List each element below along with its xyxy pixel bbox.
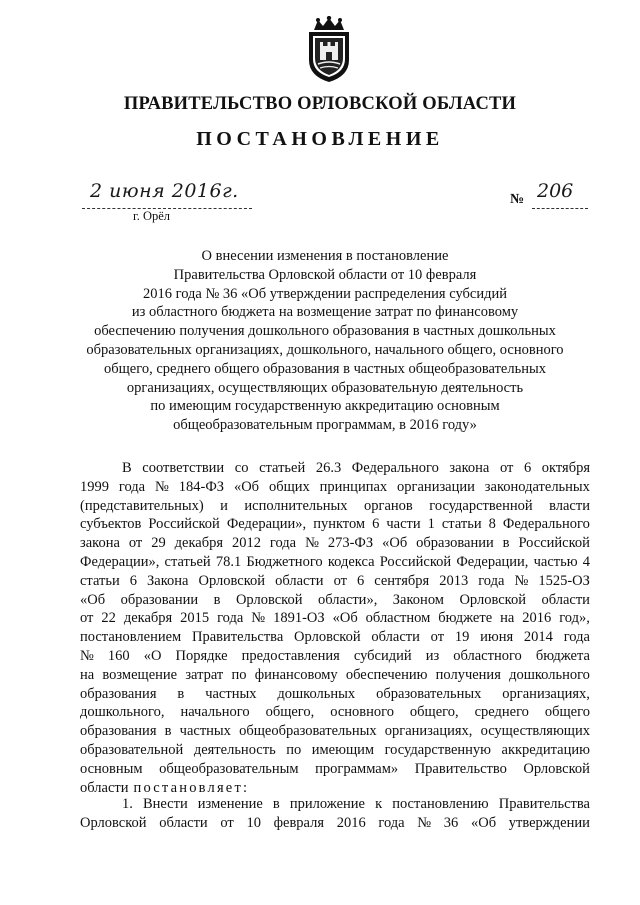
word: в — [213, 591, 221, 608]
word: бюджете — [438, 610, 493, 627]
word: принципах — [319, 478, 388, 495]
word: Орловской — [459, 591, 526, 608]
word: дошкольного, — [80, 704, 165, 721]
word: 6 — [372, 516, 380, 533]
word: финансовому — [254, 666, 338, 683]
word: год», — [559, 610, 590, 627]
word: дошкольных — [277, 685, 356, 702]
word: 22 — [101, 610, 116, 627]
handwritten-date: 2 июня 2016г. — [90, 180, 239, 202]
word: № — [305, 535, 319, 552]
word: начального — [180, 704, 250, 721]
word: 1891-ОЗ — [273, 610, 325, 627]
word: Правительства — [192, 629, 284, 646]
word: на — [500, 610, 515, 627]
word: и — [220, 497, 228, 514]
word: года — [217, 610, 244, 627]
word: от — [499, 460, 514, 476]
preamble-paragraph — [80, 459, 590, 797]
word: организациях, — [502, 685, 590, 702]
word: в — [502, 535, 510, 552]
word: 78.1 — [215, 553, 242, 570]
word: образования — [80, 723, 157, 740]
word: общего — [544, 704, 590, 721]
word: «Об — [233, 478, 260, 495]
word: общих — [268, 478, 310, 495]
word: Орловской — [80, 814, 147, 831]
word: к — [375, 796, 383, 812]
title-line: организациях, осуществляющих образовательную деятельность — [126, 379, 524, 396]
word: среднего — [474, 704, 529, 721]
word: приложение — [289, 796, 365, 812]
title-line: образовательных организациях, дошкольного, начального общего, основного — [86, 341, 564, 358]
body-line — [80, 647, 590, 666]
word: областного — [453, 647, 522, 664]
body-line — [80, 703, 590, 722]
word: Закона — [147, 572, 189, 589]
word: Орловской — [523, 760, 590, 777]
body-line — [80, 760, 590, 779]
word: пунктом — [313, 516, 366, 533]
word: субсидий — [353, 647, 412, 664]
word: Федерального — [351, 460, 439, 476]
word: Законом — [392, 591, 444, 608]
word: Орловской — [235, 591, 303, 608]
word: частных — [179, 723, 231, 740]
word: сентября — [374, 572, 430, 589]
word: 1999 — [80, 478, 109, 495]
word: частных — [205, 685, 257, 702]
word: Российской — [379, 553, 452, 570]
word: 1525-ОЗ — [538, 572, 590, 589]
body-line — [80, 591, 590, 610]
word: субъектов — [80, 516, 142, 533]
place-of-issue: г. Орёл — [133, 209, 171, 223]
word: бюджета — [535, 647, 590, 664]
handwritten-number: 206 — [537, 180, 574, 202]
word: 6 — [523, 460, 532, 476]
word: Орловской — [294, 629, 361, 646]
word: 160 — [107, 647, 130, 664]
word: областном — [365, 610, 431, 627]
organization-name: ПРАВИТЕЛЬСТВО ОРЛОВСКОЙ ОБЛАСТИ — [123, 94, 517, 114]
word: «О — [143, 647, 162, 664]
word: декабря — [123, 610, 173, 627]
word: имеющим — [311, 741, 375, 758]
body-line — [80, 534, 590, 553]
word: № — [514, 572, 529, 589]
word: 2013 — [439, 572, 469, 589]
word: области — [159, 814, 208, 831]
word: постановлению — [392, 796, 489, 812]
word: закона — [449, 460, 490, 476]
word: по — [231, 666, 247, 683]
word: февраля — [273, 814, 325, 831]
document-title — [70, 247, 580, 435]
word: области», — [317, 591, 378, 608]
word: получения — [435, 666, 501, 683]
word: основного — [330, 704, 394, 721]
word: № — [251, 610, 266, 627]
word: 2016 — [522, 610, 552, 627]
word: года — [118, 478, 146, 495]
word: общеобразовательным — [159, 760, 299, 777]
title-line: О внесении изменения в постановление — [201, 248, 449, 264]
word: № — [417, 814, 432, 831]
word: № — [155, 478, 169, 495]
word: затрат — [185, 666, 224, 683]
word: 4 — [582, 553, 590, 570]
word: постановлением — [80, 629, 182, 646]
body-line — [80, 459, 590, 478]
word: законодательных — [484, 478, 590, 495]
word: на — [80, 666, 95, 683]
word: Правительство — [414, 760, 507, 777]
word: декабря — [174, 535, 224, 552]
title-line: общего, среднего общего образования в частных общеобразовательных — [104, 360, 546, 377]
word: образовательных — [376, 685, 482, 702]
word: статьи — [441, 516, 482, 533]
word: программам» — [315, 760, 399, 777]
word: 1 — [427, 516, 435, 533]
word: статьей — [259, 460, 306, 476]
word: Федерации», — [80, 553, 160, 570]
word: основным — [80, 760, 143, 777]
word: утверждении — [508, 814, 590, 831]
item-1-paragraph — [80, 795, 590, 833]
word: 2014 — [523, 629, 553, 646]
document-type: ПОСТАНОВЛЕНИЕ — [196, 128, 444, 150]
word: «Об — [470, 814, 497, 831]
word: 2015 — [180, 610, 210, 627]
title-line: общеобразовательным программам, в 2016 году» — [173, 417, 477, 434]
word: Внести — [142, 796, 188, 812]
word: (представительных) — [80, 497, 204, 514]
body-line — [80, 628, 590, 647]
word: области — [541, 591, 590, 608]
body-line — [80, 666, 590, 685]
word: Бюджетного — [246, 553, 323, 570]
word: общего, — [409, 704, 459, 721]
word: Орловской — [198, 572, 266, 589]
word: 2016 — [336, 814, 366, 831]
word: от — [430, 629, 445, 646]
word: государственной — [429, 497, 533, 514]
body-line — [80, 685, 590, 704]
word: от — [333, 572, 347, 589]
word: «Об — [80, 591, 106, 608]
word: 2012 — [231, 535, 261, 552]
word: года — [478, 572, 505, 589]
word: «Об — [332, 610, 358, 627]
word: из — [425, 647, 440, 664]
body-line — [80, 497, 590, 516]
word: Федерального — [502, 516, 590, 533]
word: осуществляющих — [480, 723, 590, 740]
number-label: № — [510, 192, 525, 207]
word: области — [371, 629, 420, 646]
word: в — [177, 685, 185, 702]
word: изменение — [197, 796, 263, 812]
word: от — [220, 814, 234, 831]
word: предоставления — [241, 647, 340, 664]
word: 36 — [443, 814, 459, 831]
word: 273-ФЗ — [327, 535, 374, 552]
word: власти — [549, 497, 590, 514]
word: образовании — [416, 535, 494, 552]
word: Российской — [148, 516, 220, 533]
word: года — [378, 814, 405, 831]
title-line: обеспечению получения дошкольного образования в частных дошкольных — [94, 323, 556, 340]
body-line — [80, 572, 590, 591]
word: деятельность — [193, 741, 276, 758]
word: по — [286, 741, 302, 758]
word: «Об — [382, 535, 408, 552]
body-line — [80, 741, 590, 760]
word: июня — [480, 629, 514, 646]
word: 29 — [151, 535, 166, 552]
word: года — [269, 535, 297, 552]
word: 19 — [454, 629, 470, 646]
word: государственную — [384, 741, 491, 758]
title-line: по имеющим государственную аккредитацию основным — [150, 398, 500, 415]
word: со — [234, 460, 249, 476]
item-line — [80, 795, 590, 814]
word: Федерации», — [226, 516, 307, 533]
word: от — [128, 535, 143, 552]
word: Федерации, — [456, 553, 529, 570]
body-line — [80, 553, 590, 572]
word: Российской — [518, 535, 590, 552]
body-line — [80, 515, 590, 534]
title-line: из областного бюджета на возмещение затрат по финансовому — [131, 304, 519, 321]
word: исполнительных — [244, 497, 348, 514]
body-last-prefix: области — [80, 779, 129, 796]
word: 184-ФЗ — [178, 478, 225, 495]
word: статьей — [164, 553, 211, 570]
word: области — [275, 572, 324, 589]
word: Правительства — [498, 796, 590, 812]
body-line — [80, 722, 590, 741]
title-line: Правительства Орловской области от 10 февраля — [173, 266, 477, 283]
word: 8 — [488, 516, 496, 533]
word: 10 — [246, 814, 261, 831]
word: аккредитацию — [501, 741, 590, 758]
word: дошкольного — [509, 666, 590, 683]
word: 6 — [129, 572, 137, 589]
word: Порядке — [175, 647, 228, 664]
word: от — [80, 610, 94, 627]
word: организации — [397, 478, 475, 495]
body-line — [80, 478, 590, 497]
word: в — [272, 796, 280, 812]
word: образования — [80, 685, 157, 702]
word: закона — [80, 535, 120, 552]
word: кодекса — [327, 553, 375, 570]
word: образовании — [120, 591, 199, 608]
word: части — [386, 516, 421, 533]
word: органов — [364, 497, 413, 514]
word: № — [80, 647, 94, 664]
decree-word: постановляет: — [133, 779, 250, 796]
word: статьи — [80, 572, 120, 589]
word: общеобразовательных — [239, 723, 377, 740]
word: частью — [533, 553, 578, 570]
body-line — [80, 609, 590, 628]
word: в — [164, 723, 172, 740]
word: 6 — [356, 572, 365, 589]
oryol-coat-of-arms-icon — [300, 16, 358, 84]
word: октября — [541, 460, 590, 476]
word: В — [122, 460, 132, 476]
word: образовательной — [80, 741, 184, 758]
word: 1. — [122, 796, 133, 812]
word: года — [563, 629, 590, 646]
item-line — [80, 814, 590, 833]
word: организациях, — [384, 723, 473, 740]
title-line: 2016 года № 36 «Об утверждении распределения субсидий — [142, 285, 507, 302]
word: общего, — [265, 704, 315, 721]
word: возмещение — [102, 666, 178, 683]
word: обеспечению — [345, 666, 428, 683]
word: 26.3 — [315, 460, 342, 476]
word: соответствии — [142, 460, 225, 476]
